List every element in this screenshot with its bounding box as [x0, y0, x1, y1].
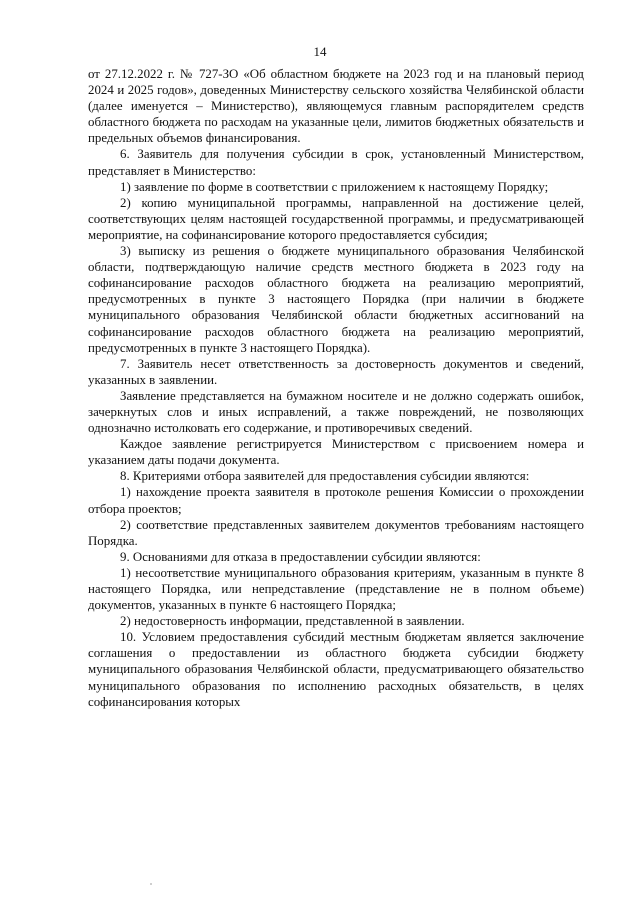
scan-speck: [150, 883, 152, 885]
paragraph-7-paper-form: Заявление представляется на бумажном носителе и не должно содержать ошибок, зачеркнутых слов и иных исправлений, а также повреждений, не позволяющих однозначно истолковать его содержание, и противоречивых сведений.: [88, 388, 584, 436]
paragraph-7-registration: Каждое заявление регистрируется Министерством с присвоением номера и указанием даты подачи документа.: [88, 437, 584, 468]
paragraph-9-item-2: 2) недостоверность информации, представленной в заявлении.: [120, 614, 465, 629]
paragraph-6-applicant: 6. Заявитель для получения субсидии в срок, установленный Министерством, представляет в Министерство:: [88, 147, 584, 178]
paragraph-9-refusal: 9. Основаниями для отказа в предоставлении субсидии являются:: [120, 549, 481, 564]
paragraph-8-item-2: 2) соответствие представленных заявителем документов требованиям настоящего Порядка.: [88, 517, 584, 548]
paragraph-8-criteria: 8. Критериями отбора заявителей для предоставления субсидии являются:: [120, 469, 530, 484]
paragraph-6-item-3: 3) выписку из решения о бюджете муниципального образования Челябинской области, подтверждающую наличие средств местного бюджета в 2023 году на софинансирование расходов областного бюджета на реализацию мероприятий, предусмотренных в пункте 3 настоящего Порядка (при наличии в бюджете муниципального образования Челябинской области бюджетных ассигнований на софинансирование расходов областного бюджета на реализацию мероприятий, предусмотренных в пункте 3 настоящего Порядка).: [88, 244, 584, 355]
paragraph-9-item-1: 1) несоответствие муниципального образования критериям, указанным в пункте 8 настоящего Порядка, или непредставление (представление не в полном объеме) документов, указанных в пункте 6 настоящего Порядка;: [88, 565, 584, 613]
paragraph-7-responsibility: 7. Заявитель несет ответственность за достоверность документов и сведений, указанных в заявлении.: [88, 356, 584, 387]
paragraph-8-item-1: 1) нахождение проекта заявителя в протоколе решения Комиссии о прохождении отбора проектов;: [88, 485, 584, 516]
paragraph-6-item-2: 2) копию муниципальной программы, направленной на достижение целей, соответствующих целям настоящей государственной программы, и предусматривающей мероприятие, на софинансирование которого предоставляется субсидия;: [88, 195, 584, 242]
paragraph-10-condition: 10. Условием предоставления субсидий местным бюджетам является заключение соглашения о предоставлении из областного бюджета субсидии бюджету муниципального образования Челябинской области, предусматривающего обязательство муниципального образования по исполнению расходных обязательств, в целях софинансирования которых: [88, 630, 584, 709]
paragraph-budget-law: от 27.12.2022 г. № 727-ЗО «Об областном бюджете на 2023 год и на плановый период 2024 и 2025 годов», доведенных Министерству сельского хозяйства Челябинской области (далее именуется – Министерство), являющемуся главным распорядителем средств областного бюджета по расходам на указанные цели, лимитов бюджетных обязательств и предельных объемов финансирования.: [88, 67, 584, 146]
paragraph-6-item-1: 1) заявление по форме в соответствии с приложением к настоящему Порядку;: [120, 179, 549, 194]
document-body: [88, 66, 584, 710]
page-number: 14: [313, 44, 327, 59]
